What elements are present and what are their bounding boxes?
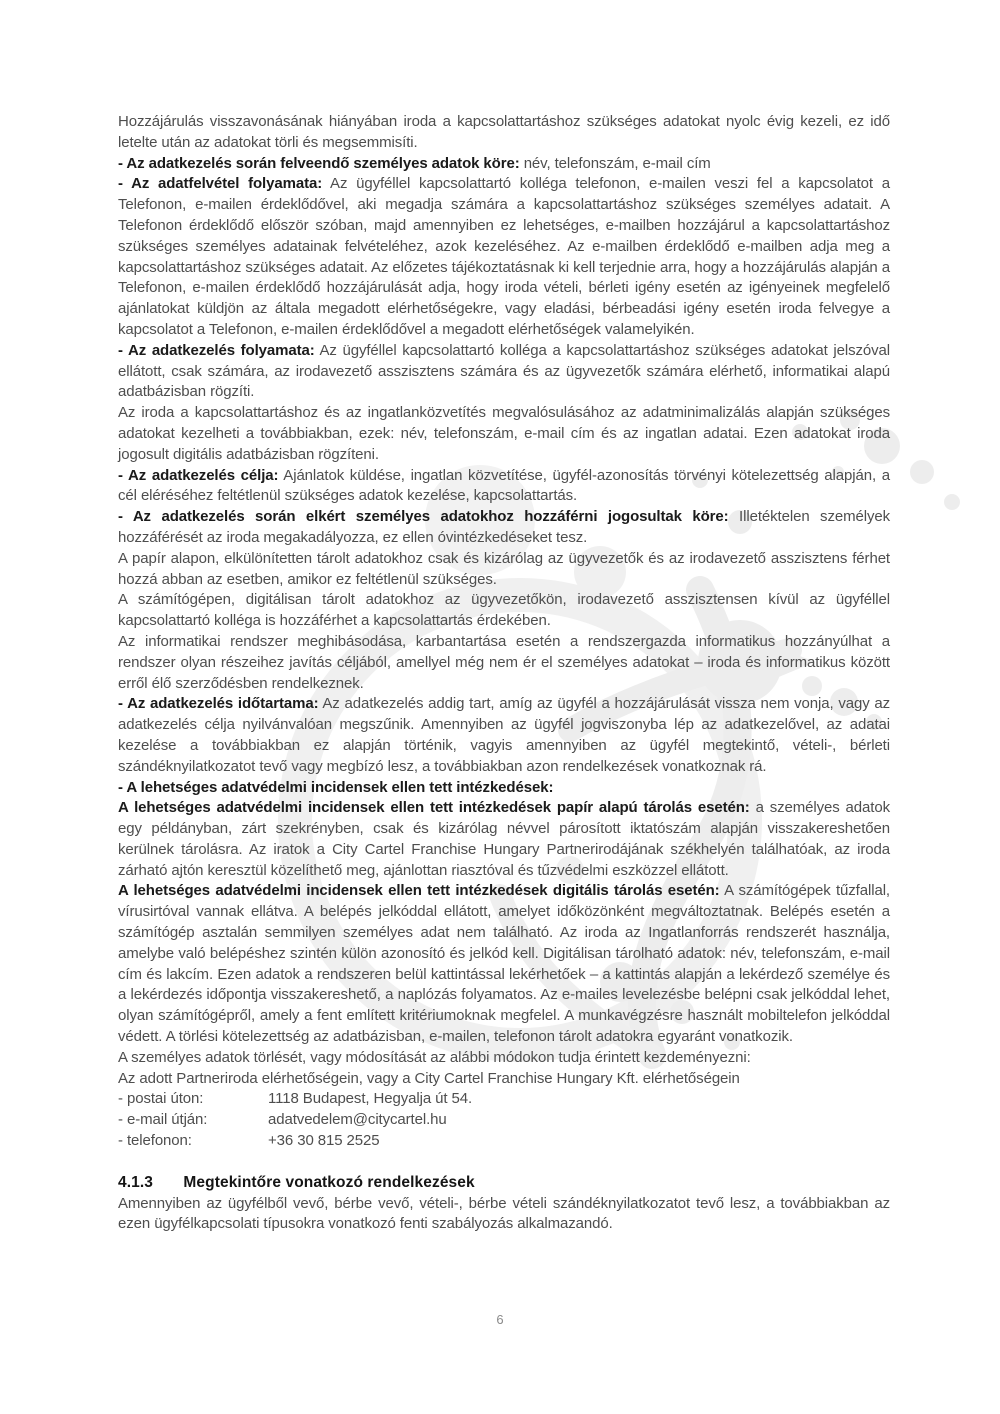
paragraph-lead: - Az adatkezelés időtartama: <box>118 695 319 713</box>
labeled-paragraph: - Az adatkezelés időtartama: Az adatkezelés addig tart, amíg az ügyfél a hozzájárulását vissza nem vonja, vagy az adatkezelés célja nyilvánvalóan megszűnik. Amennyiben az ügyfél jogviszonyba lép az adatkezelővel, az adatai kezelése a továbbiakban ez alapján történik, vagyis amennyiben az ügyfél megtekintő, vételi-, bérleti szándéknyilatkozatot tevő vagy megbízó lesz, a továbbiakban azon rendelkezések vonatkoznak rá. <box>118 695 891 775</box>
labeled-paragraph: - Az adatkezelés célja: Ajánlatok küldése, ingatlan közvetítése, ügyfél-azonosítás törvényi kötelezettség alapján, a cél eléréséhez feltétlenül szükséges adatok kezelése, kapcsolattartás. <box>118 466 890 505</box>
contact-value: +36 30 815 2525 <box>268 1132 380 1150</box>
paragraph-list <box>118 112 890 1089</box>
contact-value: 1118 Budapest, Hegyalja út 54. <box>268 1090 473 1108</box>
paragraph-lead: A lehetséges adatvédelmi incidensek ellen tett intézkedések papír alapú tárolás esetén: <box>118 799 750 817</box>
paragraph-lead: - Az adatkezelés során elkért személyes adatokhoz hozzáférni jogosultak köre: <box>118 508 729 526</box>
paragraph: A személyes adatok törlését, vagy módosítását az alábbi módokon tudja érintett kezdeményezni: <box>118 1048 751 1066</box>
contact-label: - postai úton: <box>118 1090 204 1108</box>
paragraph: Az informatikai rendszer meghibásodása, karbantartása esetén a rendszergazda informatikus hozzányúlhat a rendszer olyan részeihez javítás céljából, amellyel még nem ér el személyes adatokat – iroda és informatikus között erről élő szerződésben rendelkeznek. <box>118 632 890 692</box>
section-title: Megtekintőre vonatkozó rendelkezések <box>183 1173 475 1191</box>
section-paragraph: Amennyiben az ügyfélből vevő, bérbe vevő, vételi-, bérbe vételi szándéknyilatkozatot tevő lesz, a továbbiakban az ezen ügyfélkapcsolati típusokra vonatkozó fenti szabályozás alkalmazandó. <box>118 1194 890 1233</box>
contact-row <box>118 1110 890 1131</box>
paragraph: A számítógépen, digitálisan tárolt adatokhoz az ügyvezetőkön, irodavezető asszisztensen kívül az ügyféllel kapcsolattartó kolléga is hozzáférhet a kapcsolattartás érdekében. <box>118 591 890 630</box>
contact-value: adatvedelem@citycartel.hu <box>268 1111 447 1129</box>
contact-list <box>118 1089 890 1151</box>
paragraph: A papír alapon, elkülönítetten tárolt adatokhoz csak és kizárólag az ügyvezetők és az irodavezető asszisztens férhet hozzá abban az esetben, amikor ez feltétlenül szükséges. <box>118 549 890 588</box>
contact-row <box>118 1131 890 1152</box>
page-number: 6 <box>496 1312 504 1327</box>
paragraph-lead: - A lehetséges adatvédelmi incidensek ellen tett intézkedések: <box>118 778 554 796</box>
paragraph-lead: - Az adatkezelés célja: <box>118 466 279 484</box>
contact-label: - e-mail útján: <box>118 1111 208 1129</box>
labeled-paragraph: A lehetséges adatvédelmi incidensek ellen tett intézkedések digitális tárolás esetén: A számítógépek tűzfallal, vírusirtóval vannak ellátva. A belépés jelkóddal ellátott, amelyet időközönként megváltoztatnak. Belépés esetén a számítógép asztalán semmilyen személyes adat nem található. Az iroda az Ingatlanforrás rendszerét használja, amelybe való belépéshez szintén külön azonosító és jelkód kell. Digitálisan tárolható adatok: név, telefonszám, e-mail cím és lakcím. Ezen adatok a rendszeren belül kattintással lekérhetőek – a kattintás alapján a lekérdező személye és a lekérdezés időpontja visszakereshető, a naplózás folyamatos. Az e-mailes levelezésbe belépni csak jelkóddal lehet, olyan számítógépről, amely a fent említett kritériumoknak megfelel. A munkavégzésre használt mobiltelefon jelkóddal védett. A törlési kötelezettség az adatbázisban, e-mailen, telefonon tárolt adatokra egyaránt vonatkozik. <box>118 882 891 1046</box>
labeled-paragraph: A lehetséges adatvédelmi incidensek ellen tett intézkedések papír alapú tárolás esetén: a személyes adatok egy példányban, zárt szekrényben, csak és kizárólag névvel párosított iktatószám alapján visszakereshetően kerülnek tárolásra. Az iratok a City Cartel Franchise Hungary Partnerirodájának székhelyén találhatóak, az iroda zárható ajtón keresztül közelíthető meg, ajánlottan riasztóval és tűzvédelmi eszközzel ellátott. <box>118 799 890 879</box>
labeled-paragraph: - Az adatkezelés során felveendő személyes adatok köre: név, telefonszám, e-mail cím <box>118 154 711 172</box>
paragraph-lead: - Az adatkezelés folyamata: <box>118 341 315 359</box>
contact-row <box>118 1089 890 1110</box>
labeled-paragraph: - Az adatkezelés folyamata: Az ügyféllel kapcsolattartó kolléga a kapcsolattartáshoz szükséges adatokat jelszóval ellátott, csak számára, az irodavezető asszisztens számára és az ügyvezetők számára elérhető, informatikai alapú adatbázisban rögzíti. <box>118 341 890 401</box>
labeled-paragraph: - Az adatfelvétel folyamata: Az ügyféllel kapcsolattartó kolléga telefonon, e-mailen veszi fel a kapcsolatot a Telefonon, e-mailen érdeklődővel, aki megadja számára a kapcsolattartáshoz szükséges személyes adatait. A Telefonon érdeklődő először szóban, majd amennyiben ez lehetséges, e-mailben hozzájárul a kapcsolattartáshoz szükséges személyes adatainak felvételéhez, azok kezeléséhez. Az e-mailben érdeklődő e-mailben adja meg a kapcsolattartáshoz szükséges adatait. Az előzetes tájékoztatásnak ki kell terjednie arra, hogy a hozzájárulás alapján a Telefonon, e-mailen érdeklődő hozzájárulását adja, hogy iroda vételi, bérleti igény esetén az igényeinek megfelelő ajánlatokat küldjön az általa megadott elérhetőségekre, vagy eladási, bérbeadási igény esetén iroda felvegye a kapcsolatot a Telefonon, e-mailen érdeklődővel a megadott elérhetőségek valamelyikén. <box>118 175 890 338</box>
paragraph-lead: A lehetséges adatvédelmi incidensek ellen tett intézkedések digitális tárolás esetén: <box>118 882 720 900</box>
document-content <box>118 112 890 1235</box>
contact-label: - telefonon: <box>118 1132 192 1150</box>
paragraph-lead: - Az adatfelvétel folyamata: <box>118 175 323 193</box>
section-number: 4.1.3 <box>118 1173 153 1191</box>
paragraph: Az iroda a kapcsolattartáshoz és az ingatlanközvetítés megvalósulásához az adatminimalizálás alapján szükséges adatokat kezelheti a továbbiakban, ezek: név, telefonszám, e-mail cím és az ingatlan adatai. Ezen adatokat iroda jogosult digitális adatbázisban rögzíteni. <box>118 404 890 463</box>
paragraph-lead: - Az adatkezelés során felveendő személyes adatok köre: <box>118 154 520 172</box>
paragraph: Az adott Partneriroda elérhetőségein, vagy a City Cartel Franchise Hungary Kft. elérhetőségein <box>118 1069 740 1087</box>
paragraph: Hozzájárulás visszavonásának hiányában iroda a kapcsolattartáshoz szükséges adatokat nyolc évig kezeli, ez idő letelte után az adatokat törli és megsemmisíti. <box>118 113 890 151</box>
labeled-paragraph <box>118 778 890 799</box>
labeled-paragraph: - Az adatkezelés során elkért személyes adatokhoz hozzáférni jogosultak köre: Illetéktelen személyek hozzáférését az iroda megakadályozza, ez ellen óvintézkedéseket tesz. <box>118 508 891 546</box>
section-heading <box>118 1173 890 1194</box>
